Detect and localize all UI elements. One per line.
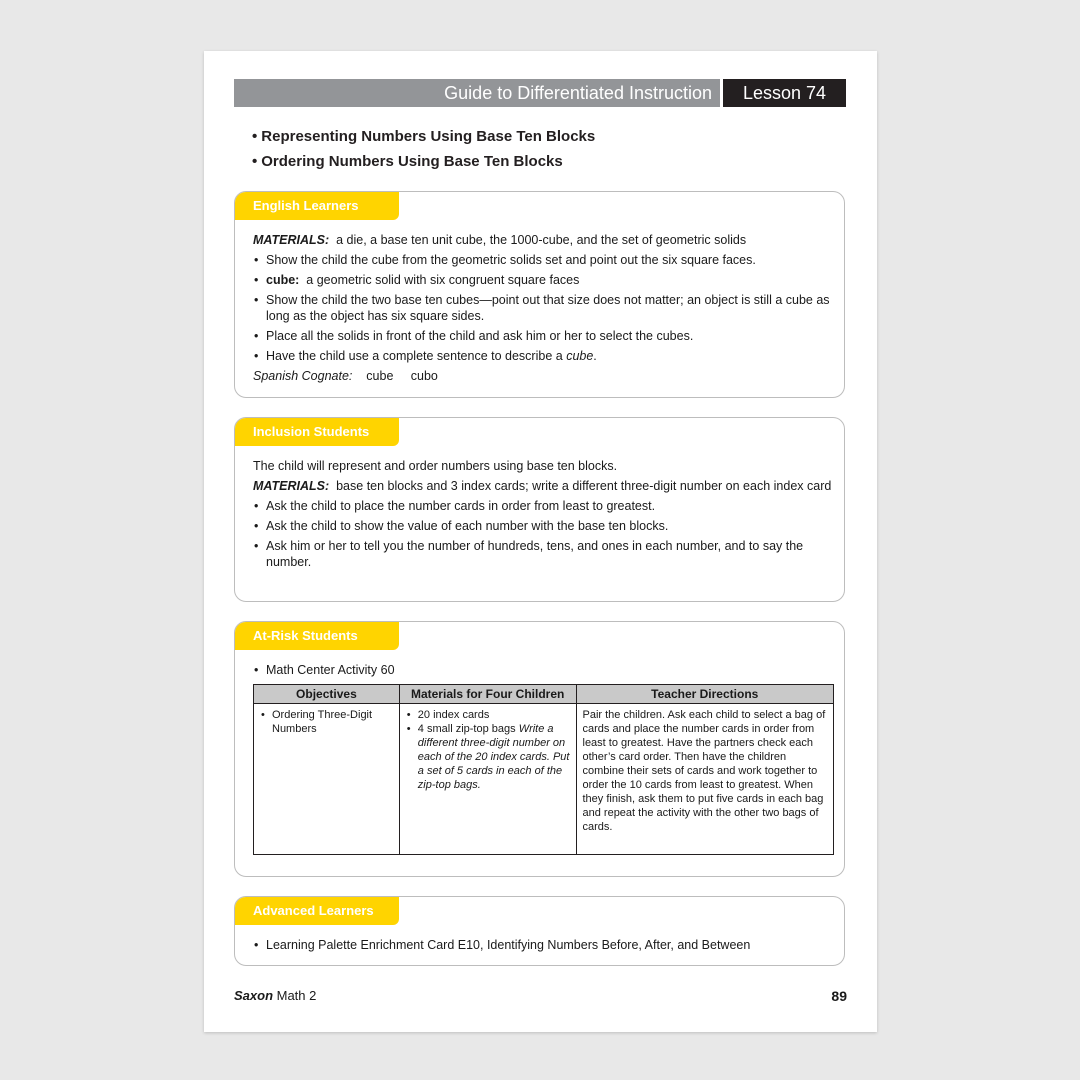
page-header	[234, 79, 846, 107]
english-learners-box	[234, 191, 845, 398]
list-item: • Ask the child to place the number cards in order from least to greatest.	[253, 498, 832, 514]
vocab-term: cube:	[266, 273, 300, 287]
list-item: • Learning Palette Enrichment Card E10, Identifying Numbers Before, After, and Between	[253, 937, 832, 953]
materials-text: base ten blocks and 3 index cards; write a different three-digit number on each index card	[336, 479, 832, 493]
sentence-suffix: .	[593, 349, 597, 363]
inclusion-students-list	[253, 498, 832, 570]
directions-cell: Pair the children. Ask each child to select a bag of cards and place the number cards in order from least to greatest. Have the partners check each other’s card order. Then have the children combine their sets of cards and work together to order the 10 cards from least to greatest. When they finish, ask them to put five cards in each bag and repeat the activity with the other two bags of cards.	[576, 704, 834, 855]
lesson-label: Lesson 74	[723, 79, 846, 107]
english-learners-list	[253, 252, 832, 364]
at-risk-list	[253, 662, 832, 678]
cognate-spanish: cubo	[410, 369, 438, 383]
inclusion-students-box	[234, 417, 845, 602]
inclusion-students-tab: Inclusion Students	[235, 418, 399, 446]
list-item: • Ask him or her to tell you the number of hundreds, tens, and ones in each number, and to say the number.	[253, 538, 832, 570]
topic-item: • Representing Numbers Using Base Ten Blocks	[252, 124, 595, 149]
list-item: • Ordering Three-Digit Numbers	[260, 708, 393, 736]
list-item: • Place all the solids in front of the child and ask him or her to select the cubes.	[253, 328, 832, 344]
cognate-line	[253, 368, 832, 384]
advanced-learners-box	[234, 896, 845, 966]
materials-list	[406, 708, 570, 792]
list-item	[406, 722, 570, 792]
document-page	[204, 51, 877, 1032]
activity-table	[253, 684, 834, 855]
materials-label: MATERIALS:	[253, 479, 330, 493]
table-header: Teacher Directions	[576, 685, 834, 704]
table-row	[254, 704, 834, 855]
objectives-cell	[254, 704, 400, 855]
list-item	[253, 348, 832, 364]
material-plain: 4 small zip-top bags	[417, 723, 519, 735]
cognate-label: Spanish Cognate:	[253, 369, 353, 383]
page-number: 89	[831, 988, 847, 1004]
materials-cell	[399, 704, 576, 855]
list-item	[253, 272, 832, 288]
at-risk-students-tab: At-Risk Students	[235, 622, 399, 650]
table-header-row	[254, 685, 834, 704]
sentence-prefix: Have the child use a complete sentence to describe a	[266, 349, 567, 363]
book-title-rest: Math 2	[273, 988, 317, 1003]
materials-line	[253, 478, 832, 494]
topic-item: • Ordering Numbers Using Base Ten Blocks	[252, 149, 595, 174]
materials-label: MATERIALS:	[253, 233, 330, 247]
vocab-definition: a geometric solid with six congruent square faces	[306, 273, 580, 287]
material-italic: Write a different three-digit number on each of the 20 index cards. Put a set of 5 cards in each of the zip-top bags.	[417, 723, 570, 791]
intro-text: The child will represent and order numbers using base ten blocks.	[253, 459, 618, 473]
sentence-word: cube	[566, 349, 594, 363]
english-learners-body	[253, 232, 832, 388]
english-learners-tab: English Learners	[235, 192, 399, 220]
advanced-learners-tab: Advanced Learners	[235, 897, 399, 925]
inclusion-students-body	[253, 458, 832, 574]
advanced-learners-body	[253, 937, 832, 957]
cognate-english: cube	[366, 369, 394, 383]
list-item: • Show the child the two base ten cubes—point out that size does not matter; an object is still a cube as long as the object has six square sides.	[253, 292, 832, 324]
list-item: • Math Center Activity 60	[253, 662, 832, 678]
book-title	[234, 988, 316, 1003]
at-risk-students-body	[253, 662, 832, 855]
topic-list	[252, 124, 595, 174]
table-header: Objectives	[254, 685, 400, 704]
list-item: • Ask the child to show the value of each number with the base ten blocks.	[253, 518, 832, 534]
advanced-list	[253, 937, 832, 953]
materials-line	[253, 232, 832, 248]
table-header: Materials for Four Children	[399, 685, 576, 704]
guide-title: Guide to Differentiated Instruction	[234, 79, 720, 107]
book-title-italic: Saxon	[234, 988, 274, 1003]
list-item: • 20 index cards	[406, 708, 570, 722]
objectives-list	[260, 708, 393, 736]
list-item: • Show the child the cube from the geometric solids set and point out the six square faces.	[253, 252, 832, 268]
materials-text: a die, a base ten unit cube, the 1000-cube, and the set of geometric solids	[336, 233, 747, 247]
at-risk-students-box	[234, 621, 845, 877]
